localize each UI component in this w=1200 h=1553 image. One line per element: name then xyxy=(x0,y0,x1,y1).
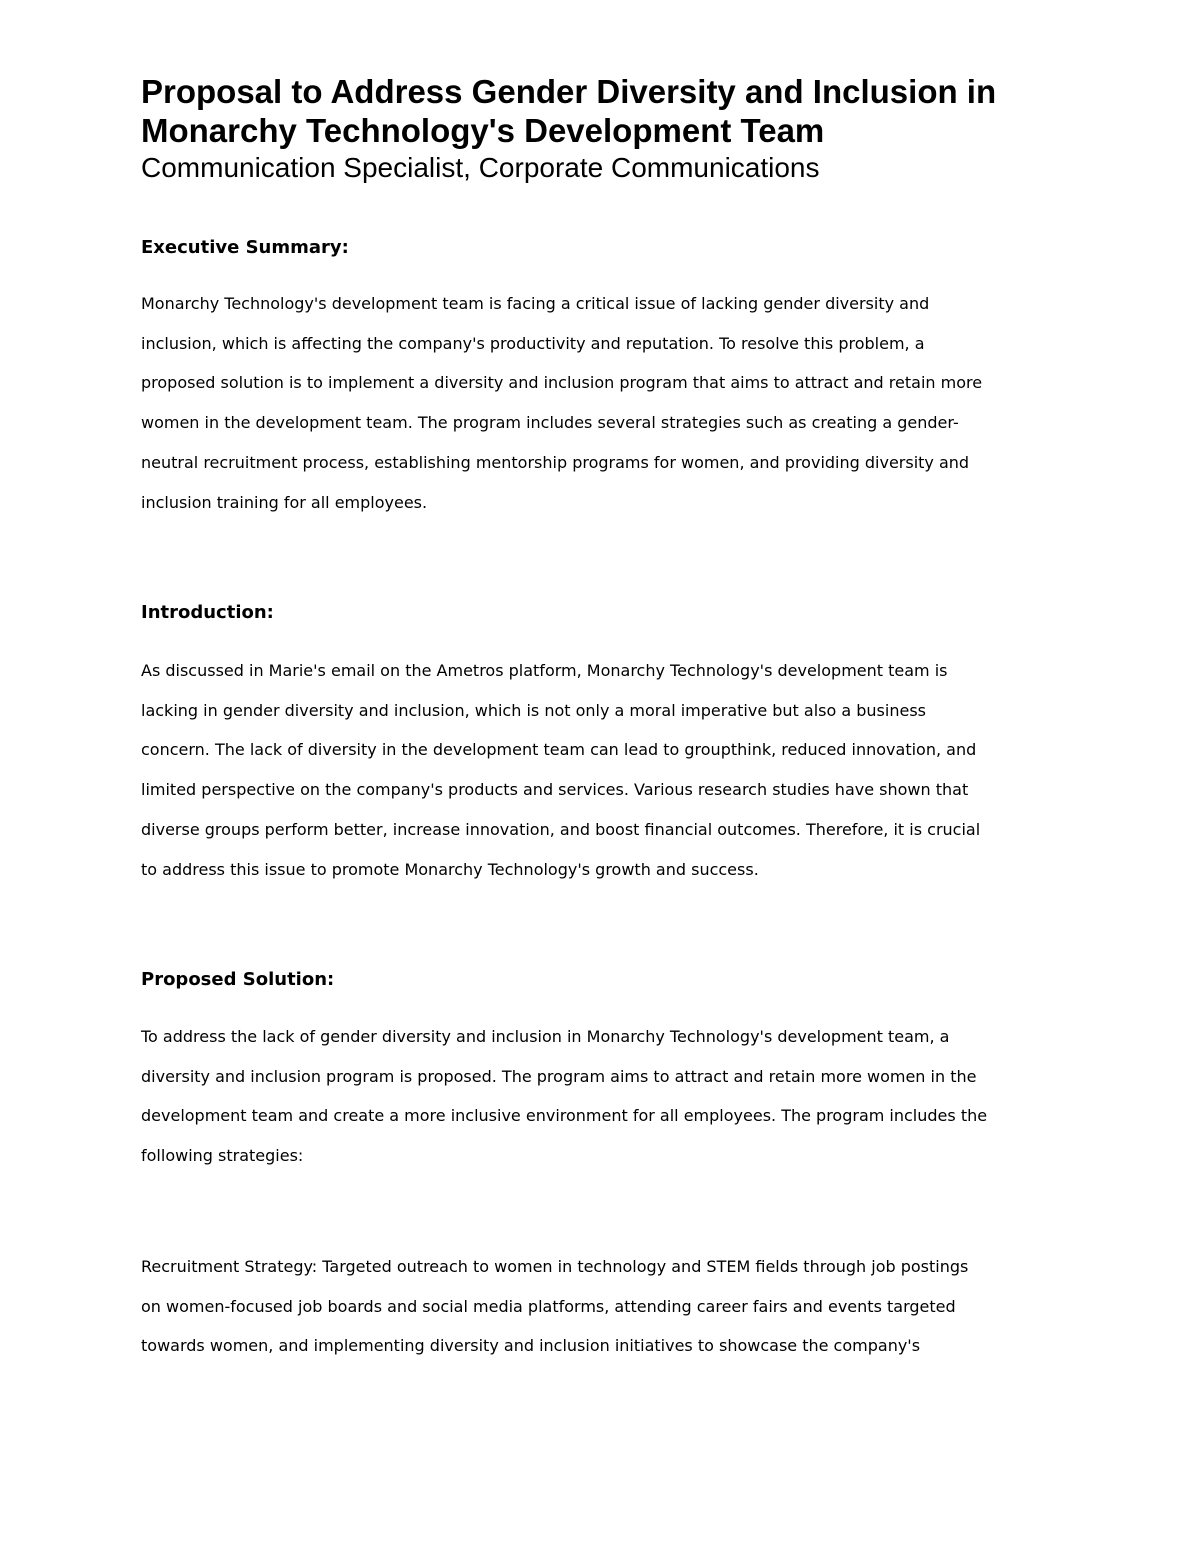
introduction-heading: Introduction: xyxy=(141,602,274,623)
paragraph-line: inclusion training for all employees. xyxy=(141,492,428,512)
paragraph-line: diversity and inclusion program is proposed. The program aims to attract and retain more women in the xyxy=(141,1066,977,1086)
paragraph-line: Monarchy Technology's development team is facing a critical issue of lacking gender diversity and xyxy=(141,294,930,313)
paragraph-line: lacking in gender diversity and inclusion, which is not only a moral imperative but also a business xyxy=(141,700,926,720)
paragraph-line: To address the lack of gender diversity and inclusion in Monarchy Technology's development team, a xyxy=(141,1027,950,1046)
recruitment-strategy-paragraph xyxy=(141,1247,1063,1366)
title-block xyxy=(141,72,1101,186)
paragraph-line: inclusion, which is affecting the company's productivity and reputation. To resolve this problem, a xyxy=(141,333,925,353)
proposed-solution-paragraph xyxy=(141,1017,1063,1176)
proposed-solution-heading: Proposed Solution: xyxy=(141,969,335,990)
paragraph-line: diverse groups perform better, increase innovation, and boost financial outcomes. Therefore, it is crucial xyxy=(141,819,981,839)
paragraph-line: development team and create a more inclusive environment for all employees. The program includes the xyxy=(141,1106,988,1126)
paragraph-line: Recruitment Strategy: Targeted outreach to women in technology and STEM fields through job postings xyxy=(141,1257,969,1276)
paragraph-line: towards women, and implementing diversity and inclusion initiatives to showcase the company's xyxy=(141,1336,921,1356)
executive-summary-heading: Executive Summary: xyxy=(141,237,349,258)
paragraph-line: proposed solution is to implement a diversity and inclusion program that aims to attract and retain more xyxy=(141,373,983,393)
document-subtitle: Communication Specialist, Corporate Communications xyxy=(141,152,820,183)
paragraph-line: concern. The lack of diversity in the development team can lead to groupthink, reduced innovation, and xyxy=(141,740,977,760)
paragraph-line: to address this issue to promote Monarchy Technology's growth and success. xyxy=(141,859,759,879)
introduction-paragraph xyxy=(141,651,1063,889)
paragraph-line: neutral recruitment process, establishing mentorship programs for women, and providing diversity and xyxy=(141,452,970,472)
paragraph-line: women in the development team. The program includes several strategies such as creating a gender- xyxy=(141,413,959,433)
paragraph-line: following strategies: xyxy=(141,1146,304,1166)
document-title xyxy=(141,72,1101,150)
paragraph-line: on women-focused job boards and social media platforms, attending career fairs and events targeted xyxy=(141,1296,956,1316)
title-line: Monarchy Technology's Development Team xyxy=(141,112,825,149)
executive-summary-paragraph xyxy=(141,284,1063,522)
paragraph-line: As discussed in Marie's email on the Ametros platform, Monarchy Technology's development team is xyxy=(141,661,948,680)
title-line: Proposal to Address Gender Diversity and Inclusion in xyxy=(141,73,997,110)
paragraph-line: limited perspective on the company's products and services. Various research studies have shown that xyxy=(141,780,969,800)
